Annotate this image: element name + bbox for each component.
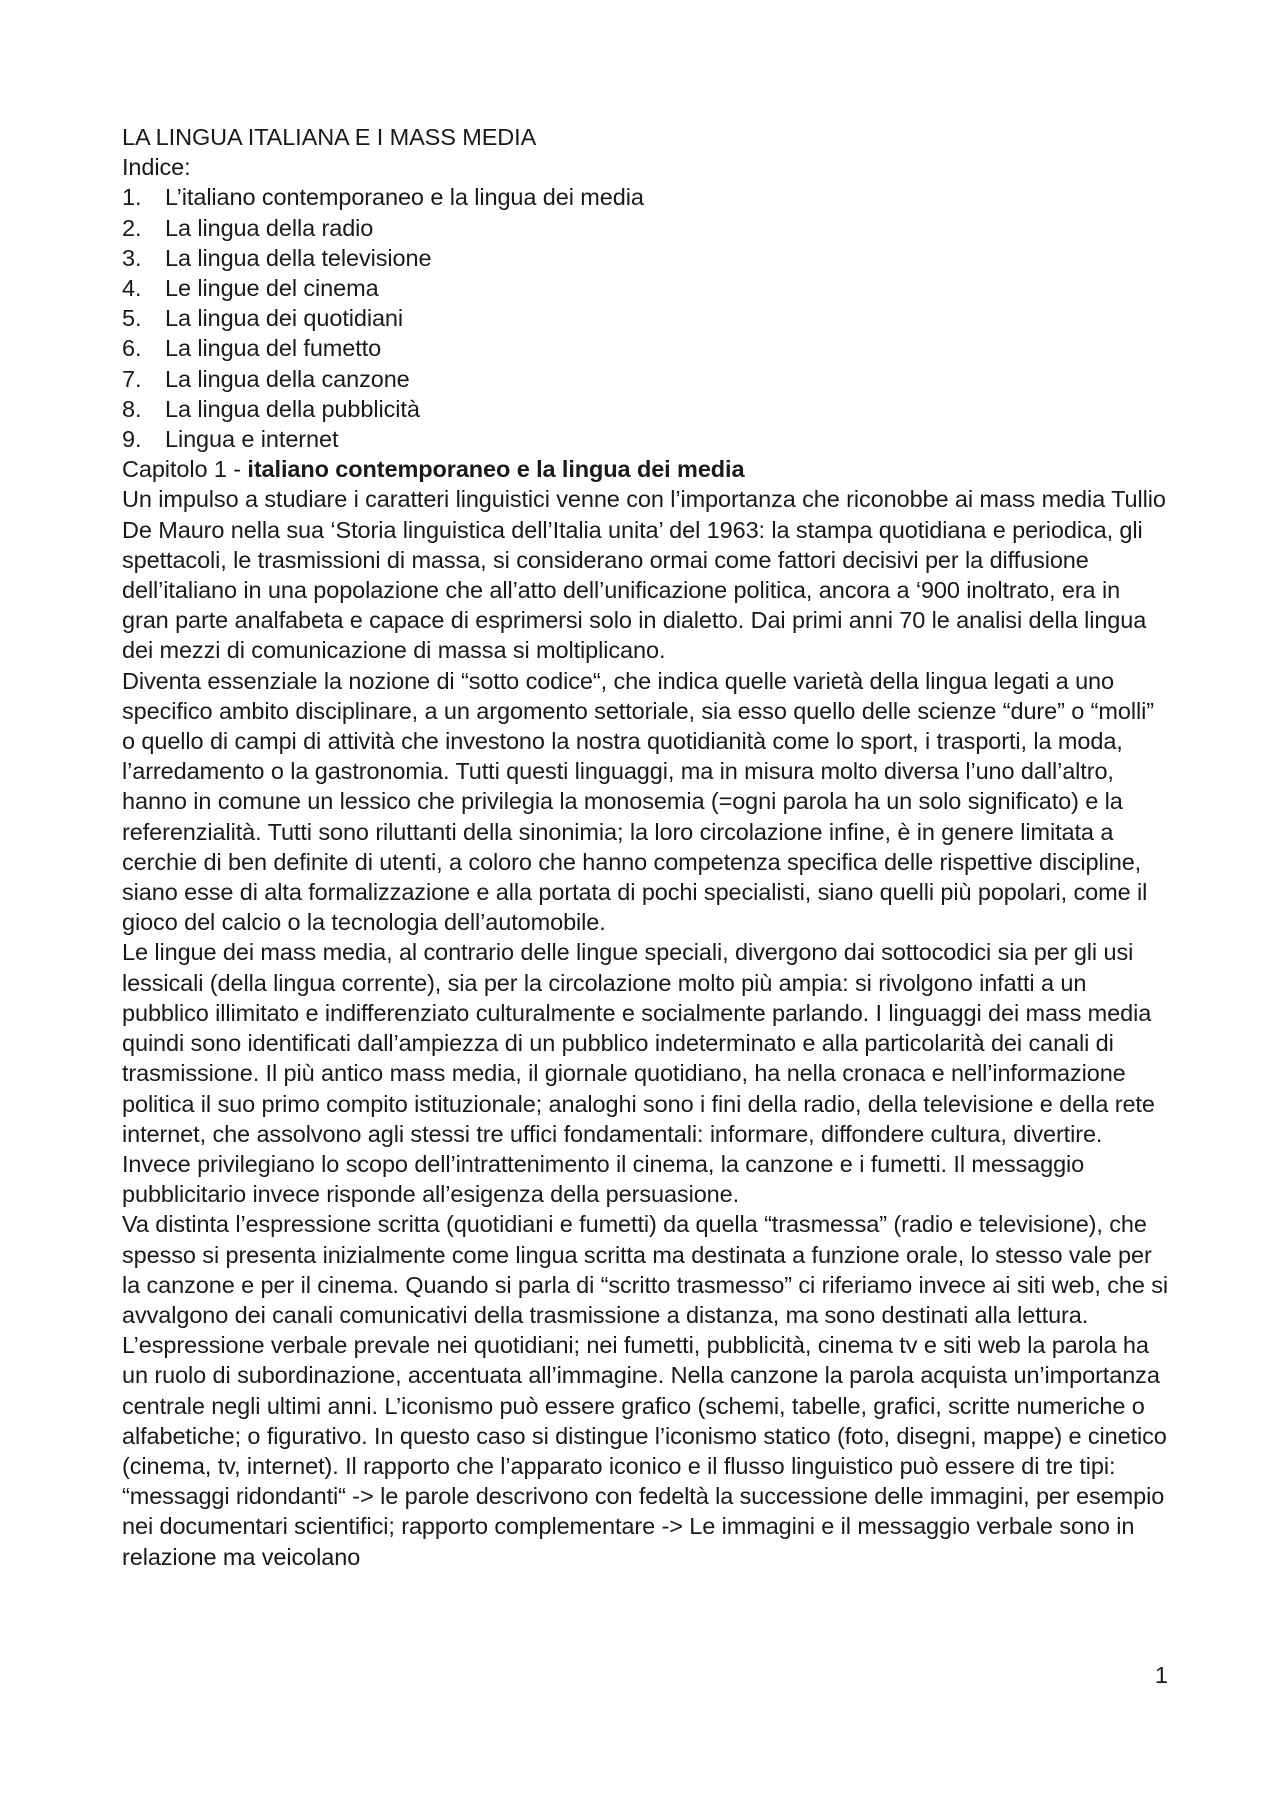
toc-item-text: La lingua della radio bbox=[165, 214, 374, 241]
toc-item-number: 7. bbox=[122, 365, 142, 392]
toc-item-text: Lingua e internet bbox=[165, 426, 339, 453]
page-number: 1 bbox=[1154, 1662, 1168, 1688]
index-label: Indice: bbox=[122, 154, 191, 181]
toc-item-number: 1. bbox=[122, 184, 142, 211]
toc-item bbox=[122, 273, 1170, 303]
toc-item-text: La lingua del fumetto bbox=[165, 335, 382, 362]
body-paragraph: Diventa essenziale la nozione di “sotto codice“, che indica quelle varietà della lingua legati a uno specifico ambito disciplinare, a un argomento settoriale, sia esso quello delle scienze “dure” o “molli” o quello di campi di attività che investono la nostra quotidianità come lo sport, i trasporti, la moda, l’arredamento o la gastronomia. Tutti questi linguaggi, ma in misura molto diversa l’uno dall’altro, hanno in comune un lessico che privilegia la monosemia (=ogni parola ha un solo significato) e la referenzialità. Tutti sono riluttanti della sinonimia; la loro circolazione infine, è in genere limitata a cerchie di ben definite di utenti, a coloro che hanno competenza specifica delle rispettive discipline, siano esse di alta formalizzazione e alla portata di pochi specialisti, siano quelli più popolari, come il gioco del calcio o la tecnologia dell’automobile. bbox=[122, 667, 1154, 936]
toc-item-text: La lingua dei quotidiani bbox=[165, 305, 404, 332]
toc-item bbox=[122, 424, 1170, 454]
toc-item-text: Le lingue del cinema bbox=[165, 275, 379, 302]
toc-item-number: 6. bbox=[122, 335, 142, 362]
document-page bbox=[122, 122, 1170, 1572]
table-of-contents bbox=[122, 182, 1170, 454]
toc-item bbox=[122, 333, 1170, 363]
toc-item-number: 5. bbox=[122, 305, 142, 332]
toc-item bbox=[122, 394, 1170, 424]
toc-item-number: 9. bbox=[122, 426, 142, 453]
toc-item bbox=[122, 182, 1170, 212]
toc-item-text: L’italiano contemporaneo e la lingua dei media bbox=[165, 184, 644, 211]
chapter-title: italiano contemporaneo e la lingua dei media bbox=[247, 456, 745, 483]
toc-item-text: La lingua della televisione bbox=[165, 244, 432, 271]
toc-item bbox=[122, 364, 1170, 394]
document-title: LA LINGUA ITALIANA E I MASS MEDIA bbox=[122, 124, 537, 150]
toc-item-number: 4. bbox=[122, 275, 142, 302]
body-paragraph: Le lingue dei mass media, al contrario delle lingue speciali, divergono dai sottocodici sia per gli usi lessicali (della lingua corrente), sia per la circolazione molto più ampia: si rivolgono infatti a un pubblico illimitato e indifferenziato culturalmente e socialmente parlando. I linguaggi dei mass media quindi sono identificati dall’ampiezza di un pubblico indeterminato e alla particolarità dei canali di trasmissione. Il più antico mass media, il giornale quotidiano, ha nella cronaca e nell’informazione politica il suo primo compito istituzionale; analoghi sono i fini della radio, della televisione e della rete internet, che assolvono agli stessi tre uffici fondamentali: informare, diffondere cultura, divertire. Invece privilegiano lo scopo dell’intrattenimento il cinema, la canzone e i fumetti. Il messaggio pubblicitario invece risponde all’esigenza della persuasione. bbox=[122, 939, 1155, 1208]
toc-item bbox=[122, 243, 1170, 273]
body-paragraph: Un impulso a studiare i caratteri linguistici venne con l’importanza che riconobbe ai mass media Tullio De Mauro nella sua ‘Storia linguistica dell’Italia unita’ del 1963: la stampa quotidiana e periodica, gli spettacoli, le trasmissioni di massa, si considerano ormai come fattori decisivi per la diffusione dell’italiano in una popolazione che all’atto dell’unificazione politica, ancora a ‘900 inoltrato, era in gran parte analfabeta e capace di esprimersi solo in dialetto. Dai primi anni 70 le analisi della lingua dei mezzi di comunicazione di massa si moltiplicano. bbox=[122, 486, 1166, 664]
body-paragraph: Va distinta l’espressione scritta (quotidiani e fumetti) da quella “trasmessa” (radio e televisione), che spesso si presenta inizialmente come lingua scritta ma destinata a funzione orale, lo stesso vale per la canzone e per il cinema. Quando si parla di “scritto trasmesso” ci riferiamo invece ai siti web, che si avvalgono dei canali comunicativi della trasmissione a distanza, ma sono destinati alla lettura. L’espressione verbale prevale nei quotidiani; nei fumetti, pubblicità, cinema tv e siti web la parola ha un ruolo di subordinazione, accentuata all’immagine. Nella canzone la parola acquista un’importanza centrale negli ultimi anni. L’iconismo può essere grafico (schemi, tabelle, grafici, scritte numeriche o alfabetiche; o figurativo. In questo caso si distingue l’iconismo statico (foto, disegni, mappe) e cinetico (cinema, tv, internet). Il rapporto che l’apparato iconico e il flusso linguistico può essere di tre tipi: “messaggi ridondanti“ -> le parole descrivono con fedeltà la successione delle immagini, per esempio nei documentari scientifici; rapporto complementare -> Le immagini e il messaggio verbale sono in relazione ma veicolano bbox=[122, 1211, 1169, 1570]
toc-item bbox=[122, 303, 1170, 333]
toc-item-text: La lingua della canzone bbox=[165, 365, 410, 392]
chapter-heading bbox=[122, 454, 1170, 484]
toc-item-text: La lingua della pubblicità bbox=[165, 395, 420, 422]
toc-item-number: 8. bbox=[122, 395, 142, 422]
chapter-prefix: Capitolo 1 - bbox=[122, 456, 248, 483]
toc-item bbox=[122, 213, 1170, 243]
toc-item-number: 3. bbox=[122, 244, 142, 271]
toc-item-number: 2. bbox=[122, 214, 142, 241]
